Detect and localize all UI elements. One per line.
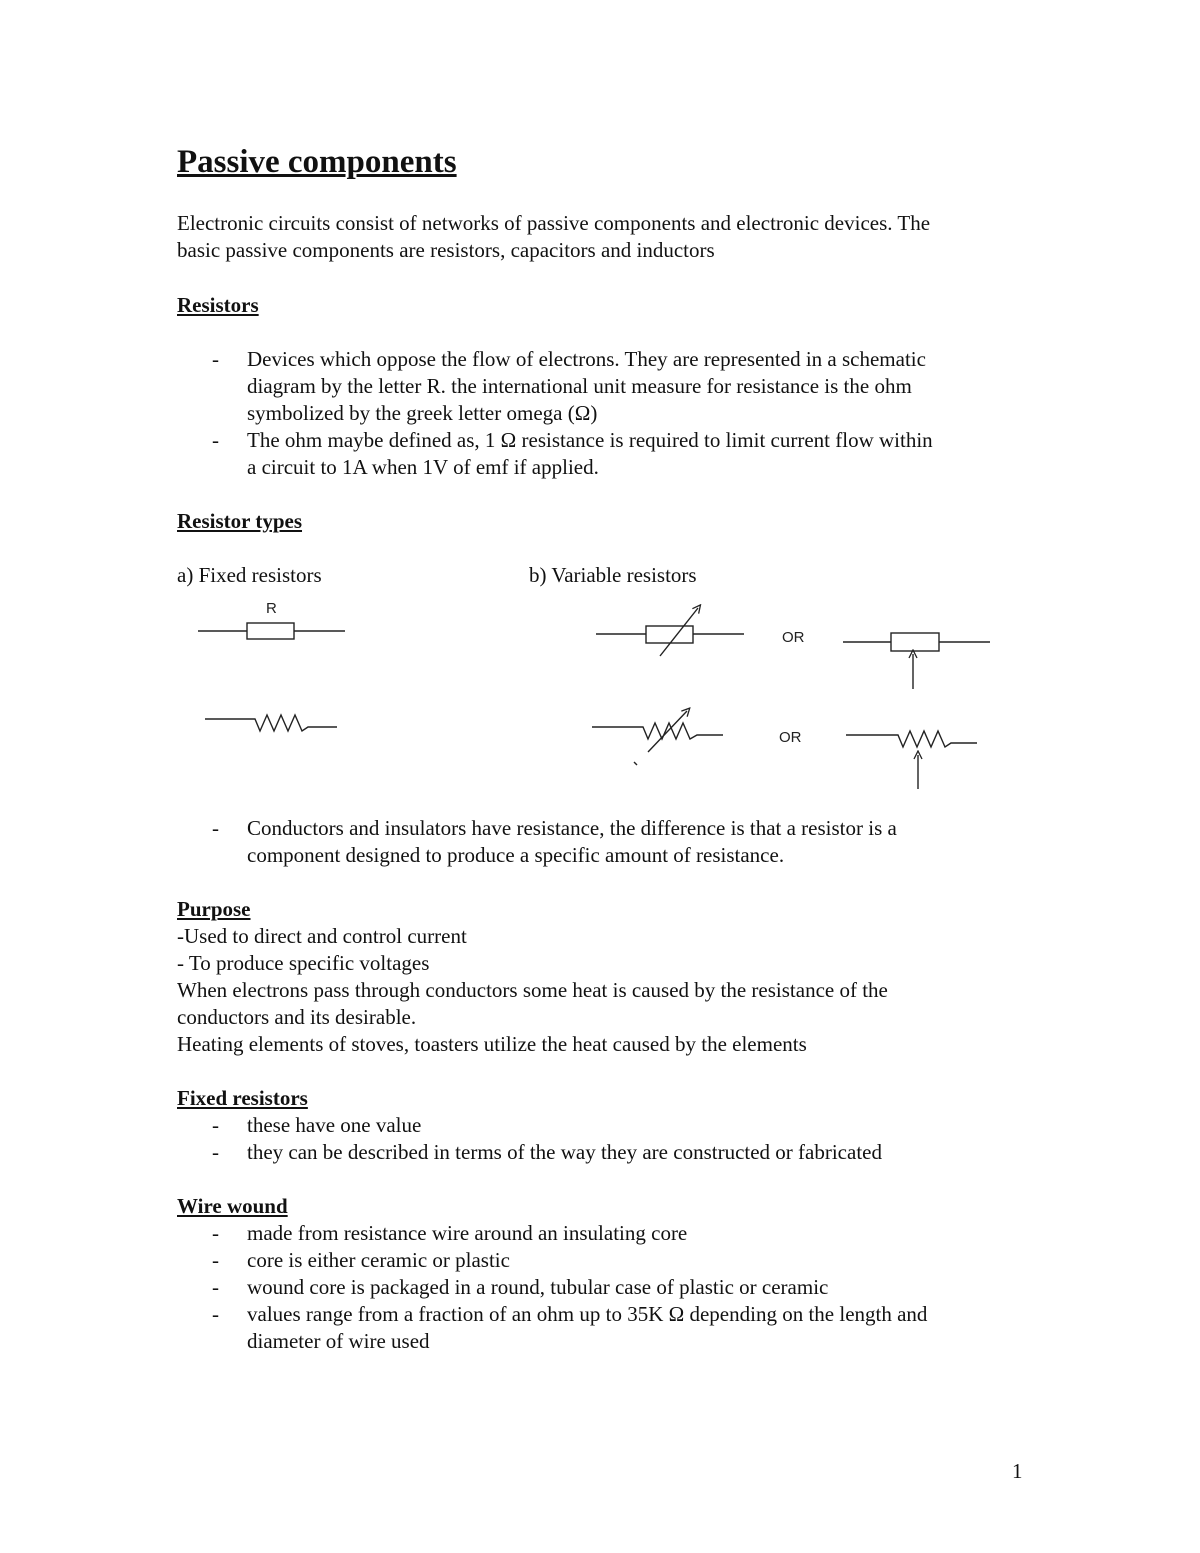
wire-wound-heading: Wire wound xyxy=(177,1194,288,1218)
intro-line-1: Electronic circuits consist of networks of passive components and electronic devices. The xyxy=(177,211,931,235)
or-label-1: OR xyxy=(782,629,805,646)
fixed-resistors-bullet-1: these have one value xyxy=(247,1113,422,1137)
bullet-marker: - xyxy=(212,347,219,371)
wire-wound-bullet-3: wound core is packaged in a round, tubular case of plastic or ceramic xyxy=(247,1275,829,1299)
resistor-types-heading: Resistor types xyxy=(177,509,303,533)
resistors-bullet-1-line-2: diagram by the letter R. the international unit measure for resistance is the ohm xyxy=(247,374,912,398)
purpose-heading: Purpose xyxy=(177,897,251,921)
bullet-marker: - xyxy=(212,1221,219,1245)
intro-line-2: basic passive components are resistors, capacitors and inductors xyxy=(177,238,715,262)
bullet-marker: - xyxy=(212,1275,219,1299)
bullet-marker: - xyxy=(212,816,219,840)
purpose-line-2: - To produce specific voltages xyxy=(177,951,430,975)
resistors-heading: Resistors xyxy=(177,293,259,317)
variable-resistors-label: b) Variable resistors xyxy=(529,563,697,587)
variable-resistor-box-arrow-symbol xyxy=(596,608,744,656)
resistors-bullet-1-line-1: Devices which oppose the flow of electrons. They are represented in a schematic xyxy=(247,347,926,371)
resistors-bullet-2-line-1: The ohm maybe defined as, 1 Ω resistance is required to limit current flow within xyxy=(247,428,933,452)
bullet-marker: - xyxy=(212,1302,219,1326)
bullet-marker: - xyxy=(212,1113,219,1137)
fixed-resistor-zigzag-symbol xyxy=(205,715,337,731)
fixed-resistors-bullet-2: they can be described in terms of the way they are constructed or fabricated xyxy=(247,1140,882,1164)
purpose-line-5: Heating elements of stoves, toasters utilize the heat caused by the elements xyxy=(177,1032,807,1056)
resistor-types-note-line-1: Conductors and insulators have resistance, the difference is that a resistor is a xyxy=(247,816,897,840)
purpose-line-4: conductors and its desirable. xyxy=(177,1005,417,1029)
bullet-marker: - xyxy=(212,1140,219,1164)
wire-wound-bullet-2: core is either ceramic or plastic xyxy=(247,1248,510,1272)
potentiometer-zigzag-symbol xyxy=(846,731,977,789)
fixed-resistors-label: a) Fixed resistors xyxy=(177,563,322,587)
bullet-marker: - xyxy=(212,428,219,452)
bullet-marker: - xyxy=(212,1248,219,1272)
variable-resistor-zigzag-arrow-symbol xyxy=(592,711,723,765)
fixed-resistors-heading: Fixed resistors xyxy=(177,1086,308,1110)
resistors-bullet-1-line-3: symbolized by the greek letter omega (Ω) xyxy=(247,401,598,425)
potentiometer-box-symbol xyxy=(843,633,990,689)
wire-wound-bullet-1: made from resistance wire around an insulating core xyxy=(247,1221,688,1245)
or-label-2: OR xyxy=(779,729,802,746)
wire-wound-bullet-4-line-1: values range from a fraction of an ohm up to 35K Ω depending on the length and xyxy=(247,1302,928,1326)
page-title: Passive components xyxy=(177,144,457,180)
resistor-r-label: R xyxy=(266,600,277,617)
fixed-resistor-box-symbol xyxy=(198,600,345,639)
resistors-bullet-2-line-2: a circuit to 1A when 1V of emf if applied. xyxy=(247,455,599,479)
purpose-line-1: -Used to direct and control current xyxy=(177,924,467,948)
wire-wound-bullet-4-line-2: diameter of wire used xyxy=(247,1329,430,1353)
resistor-types-note-line-2: component designed to produce a specific amount of resistance. xyxy=(247,843,785,867)
page-number: 1 xyxy=(1012,1459,1023,1483)
purpose-line-3: When electrons pass through conductors some heat is caused by the resistance of the xyxy=(177,978,888,1002)
